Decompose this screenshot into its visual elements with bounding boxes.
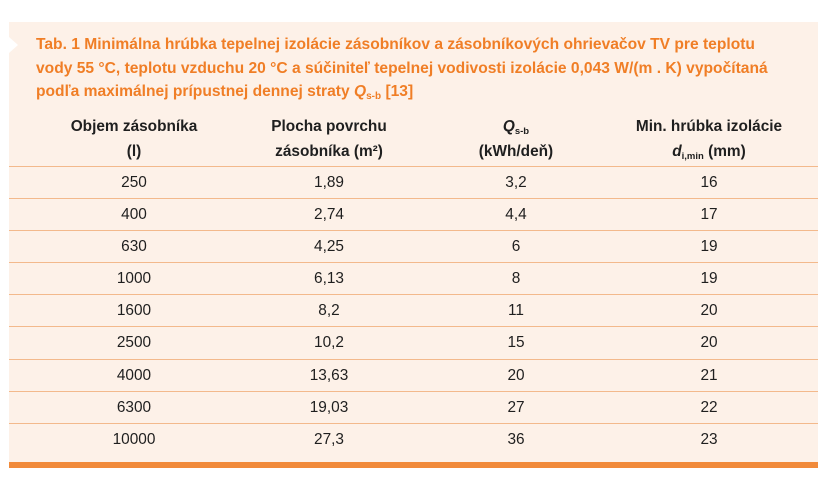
header-surface-title: Plocha povrchu — [271, 118, 387, 135]
header-min-thickness-title: Min. hrúbka izolácie — [635, 118, 783, 135]
header-q-subscript: s-b — [514, 126, 530, 137]
table-row — [9, 230, 818, 262]
table-row — [9, 391, 818, 423]
cell-daily-loss: 3,2 — [505, 174, 527, 191]
header-daily-loss-symbol — [449, 114, 583, 139]
header-daily-loss — [449, 114, 583, 164]
cell-daily-loss: 11 — [508, 302, 524, 320]
caption-notch-marker — [9, 37, 18, 53]
bottom-accent-bar — [9, 462, 818, 468]
cell-surface-area: 8,2 — [318, 302, 340, 320]
cell-daily-loss: 15 — [507, 334, 525, 352]
cell-min-thickness: 16 — [700, 174, 718, 191]
table-row — [9, 359, 818, 391]
cell-volume: 1000 — [116, 270, 152, 288]
cell-surface-area: 1,89 — [314, 174, 344, 191]
caption-line-2: vody 55 °C, teplotu vzduchu 20 °C a súčiniteľ tepelnej vodivosti izolácie 0,043 W/(m . K) vypočítaná — [36, 59, 768, 77]
header-min-thickness — [619, 114, 799, 164]
header-daily-loss-unit: (kWh/deň) — [478, 143, 554, 160]
cell-surface-area: 19,03 — [309, 398, 349, 416]
table-row — [9, 166, 818, 198]
table-row — [9, 423, 818, 455]
table-row — [9, 326, 818, 358]
cell-surface-area: 2,74 — [314, 206, 344, 224]
cell-volume: 630 — [121, 238, 147, 256]
table-body — [9, 166, 818, 455]
table-header-row — [9, 114, 818, 168]
caption-reference: [13] — [381, 83, 414, 100]
header-d-unit: (mm) — [703, 143, 746, 160]
cell-daily-loss: 8 — [511, 270, 521, 288]
cell-min-thickness: 21 — [700, 366, 718, 384]
cell-min-thickness: 23 — [700, 430, 718, 448]
header-surface-area — [249, 114, 409, 164]
caption-line-3 — [36, 80, 796, 104]
table-row — [9, 262, 818, 294]
cell-surface-area: 13,63 — [309, 366, 349, 384]
cell-surface-area: 4,25 — [314, 238, 344, 256]
header-surface-unit: zásobníka (m²) — [275, 143, 383, 160]
cell-min-thickness: 20 — [700, 334, 718, 352]
header-volume-unit: (l) — [126, 143, 142, 160]
cell-surface-area: 10,2 — [314, 334, 344, 352]
cell-daily-loss: 4,4 — [505, 206, 527, 224]
cell-surface-area: 27,3 — [314, 430, 344, 448]
cell-volume: 1600 — [116, 302, 152, 320]
caption-line-1: Tab. 1 Minimálna hrúbka tepelnej izolácie zásobníkov a zásobníkových ohrievačov TV pre teplotu — [36, 36, 755, 53]
cell-daily-loss: 36 — [507, 430, 525, 448]
table-row — [9, 294, 818, 326]
table-row — [9, 198, 818, 230]
table-caption — [36, 33, 796, 104]
cell-surface-area: 6,13 — [314, 270, 344, 288]
caption-symbol-q-subscript: s-b — [366, 91, 382, 102]
cell-min-thickness: 22 — [700, 398, 718, 416]
cell-min-thickness: 17 — [700, 206, 718, 224]
cell-min-thickness: 19 — [700, 238, 718, 256]
cell-daily-loss: 6 — [511, 238, 521, 256]
cell-volume: 10000 — [112, 430, 156, 448]
caption-line-3-text: podľa maximálnej prípustnej dennej straty — [36, 83, 354, 100]
header-d-subscript: i,min — [681, 151, 704, 162]
header-q-symbol: Q — [502, 118, 515, 135]
cell-volume: 6300 — [116, 398, 152, 416]
cell-daily-loss: 20 — [507, 366, 525, 384]
cell-volume: 2500 — [116, 334, 152, 352]
header-volume-title: Objem zásobníka — [70, 118, 198, 135]
header-min-thickness-symbol — [619, 139, 799, 164]
cell-min-thickness: 19 — [700, 270, 718, 288]
cell-daily-loss: 27 — [507, 398, 525, 416]
header-d-symbol: d — [672, 143, 682, 160]
header-volume — [59, 114, 209, 164]
caption-symbol-q: Q — [353, 83, 367, 100]
cell-min-thickness: 20 — [700, 302, 718, 320]
cell-volume: 400 — [121, 206, 147, 224]
cell-volume: 250 — [121, 174, 147, 191]
cell-volume: 4000 — [116, 366, 152, 384]
